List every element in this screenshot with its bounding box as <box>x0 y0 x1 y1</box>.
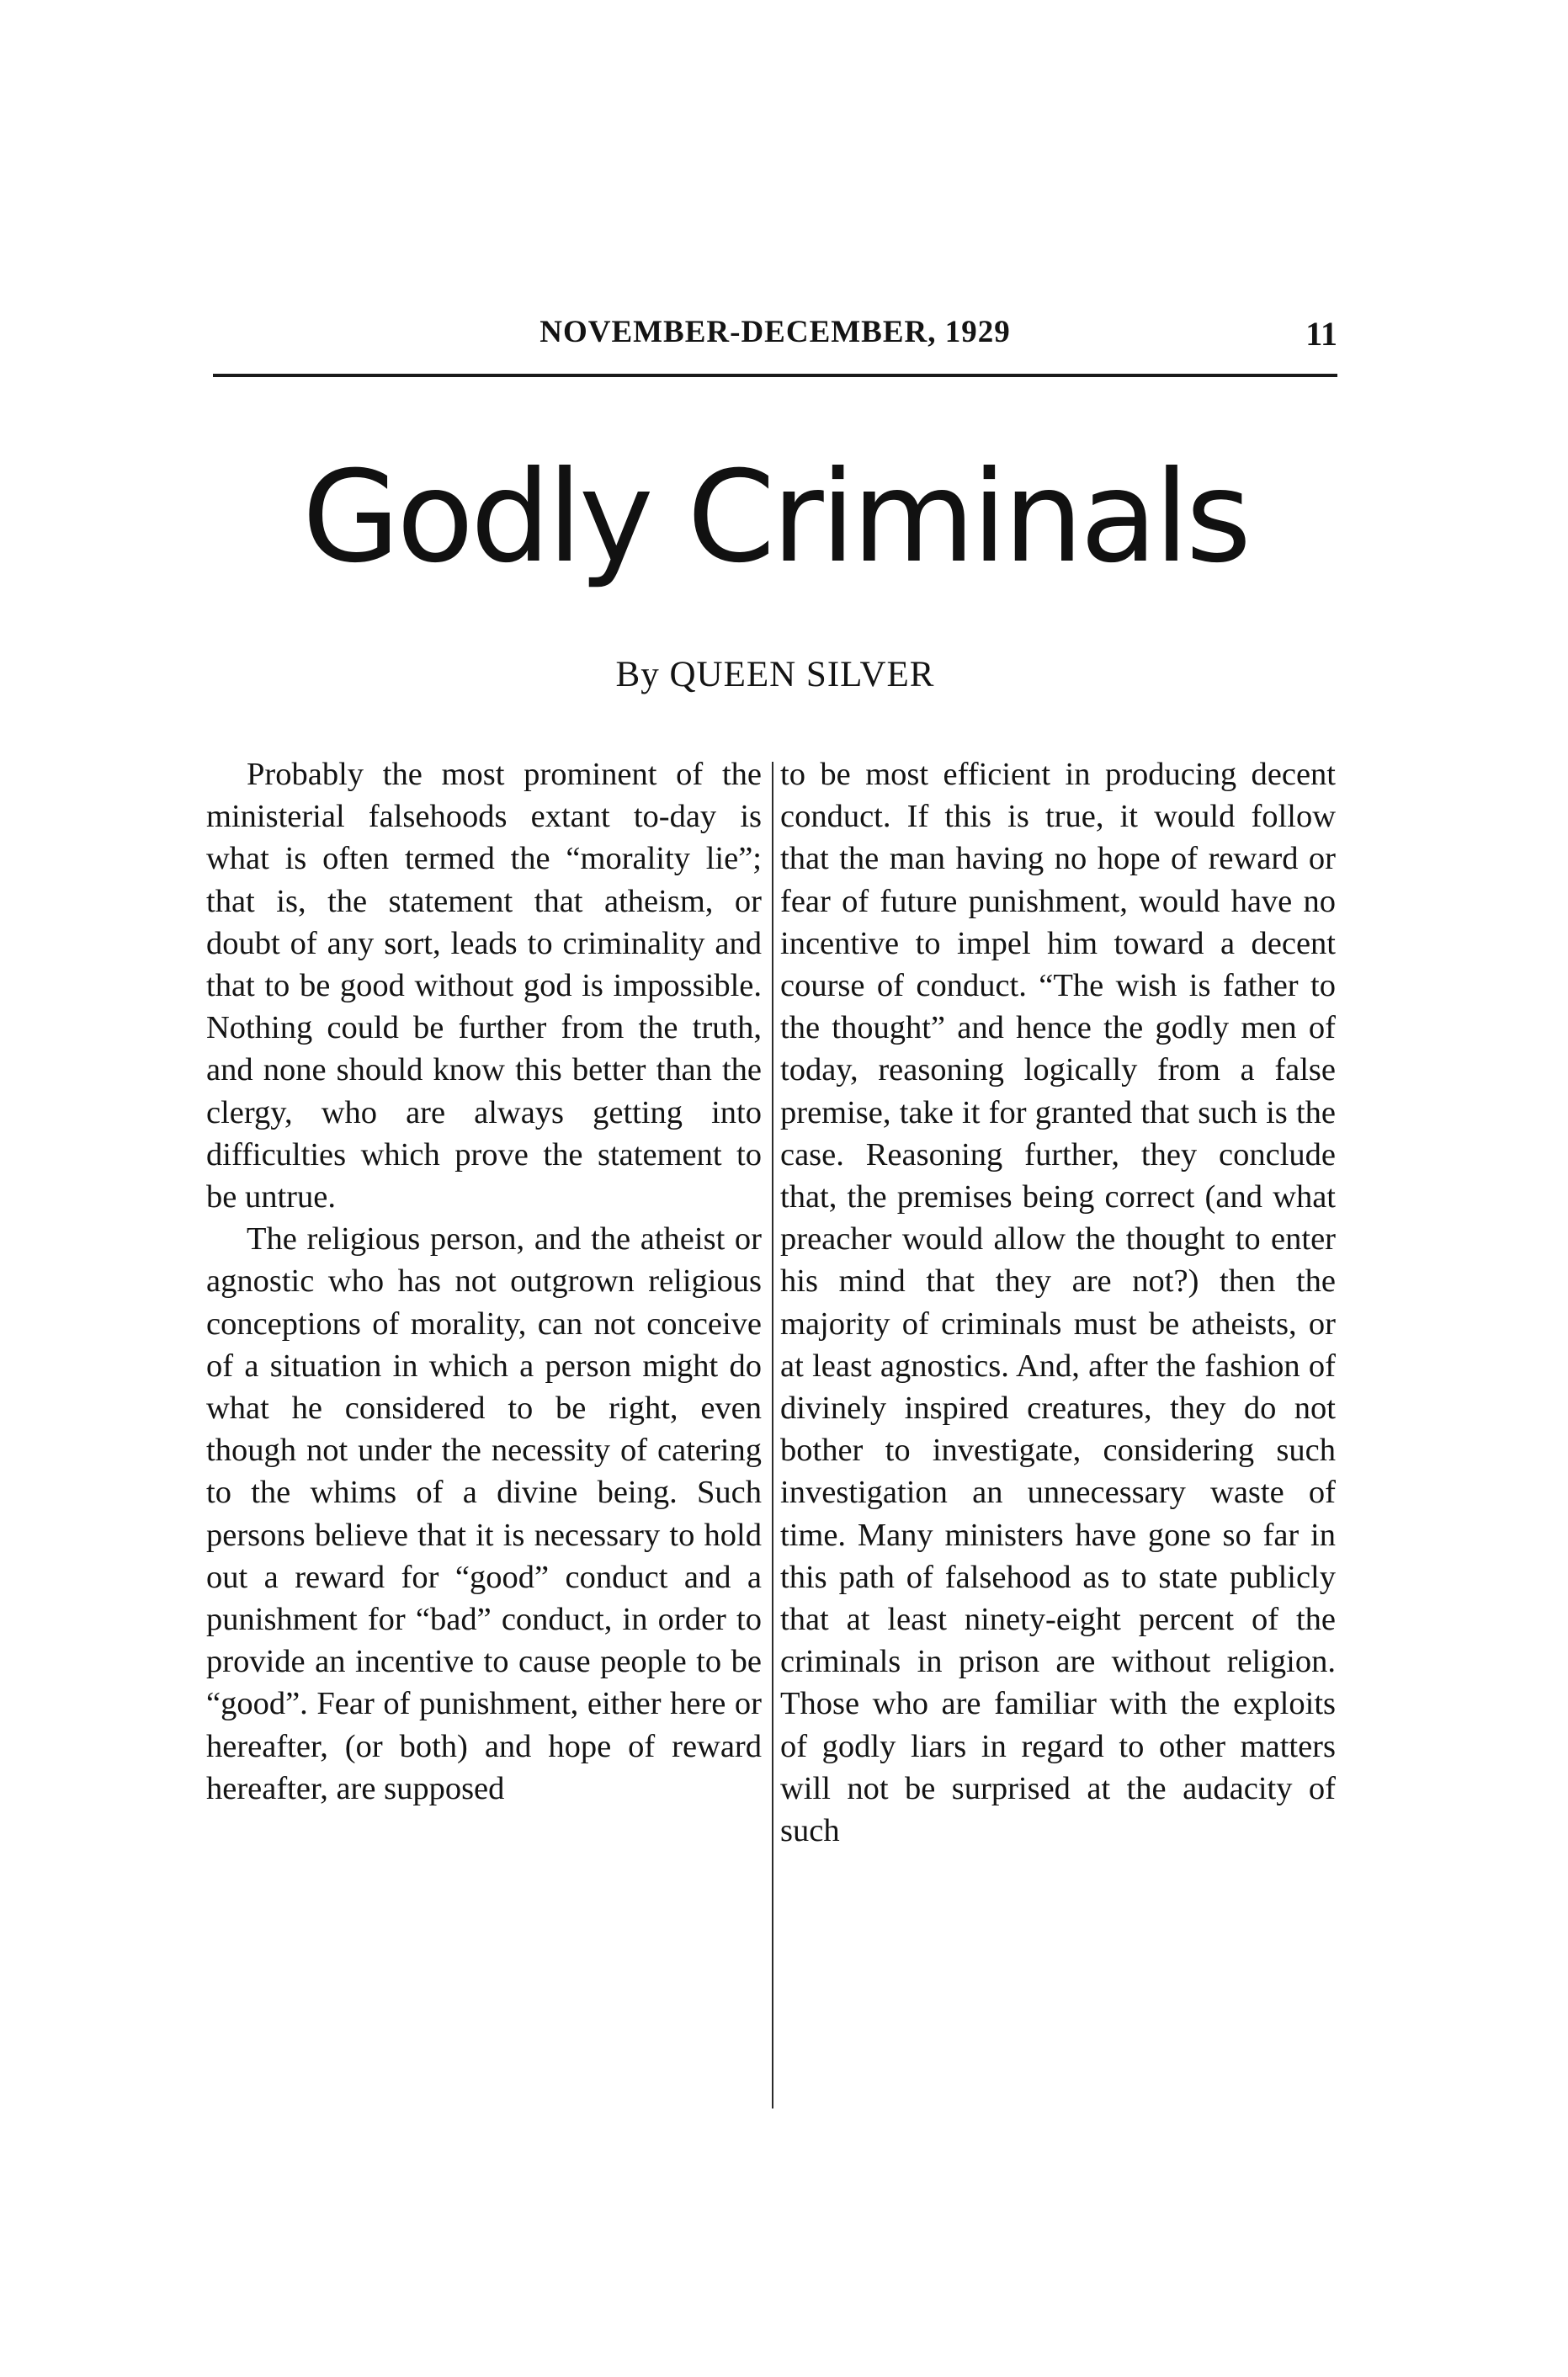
left-paragraph-1: Probably the most prominent of the ministerial falsehoods extant to-day is what is often termed the “morality lie”; that is, the statement that atheism, or doubt of any sort, leads to criminality and that to be good without god is impossible. Nothing could be further from the truth, and none should know this better than the clergy, who are always getting into difficulties which prove the statement to be untrue. <box>206 757 762 1215</box>
right-paragraph-1: to be most efficient in producing decent conduct. If this is true, it would follow that the man having no hope of reward or fear of future punishment, would have no incentive to impel him toward a decent course of conduct. “The wish is father to the thought” and hence the godly men of today, reasoning logically from a false premise, take it for granted that such is the case. Reasoning further, they conclude that, the premises being correct (and what preacher would allow the thought to enter his mind that they are not?) then the majority of criminals must be atheists, or at least agnostics. And, after the fashion of divinely inspired creatures, they do not bother to investigate, considering such investigation an unnecessary waste of time. Many ministers have gone so far in this path of falsehood as to state publicly that at least ninety-eight percent of the criminals in prison are without religion. Those who are familiar with the exploits of godly liars in regard to other matters will not be surprised at the audacity of such <box>780 757 1336 1849</box>
header-rule <box>213 374 1337 377</box>
page-number: 11 <box>1305 315 1337 353</box>
article-title: Godly Criminals <box>301 444 1249 591</box>
left-column <box>206 753 762 1810</box>
running-head <box>213 307 1337 366</box>
issue-date: NOVEMBER-DECEMBER, 1929 <box>539 315 1011 349</box>
left-paragraph-2: The religious person, and the atheist or agnostic who has not outgrown religious conceptions of morality, can not conceive of a situation in which a person might do what he considered to be right, even though not under the necessity of catering to the whims of a divine being. Such persons believe that it is necessary to hold out a reward for “good” conduct and a punishment for “bad” conduct, in order to provide an incentive to cause people to be “good”. Fear of punishment, either here or hereafter, (or both) and hope of reward hereafter, are supposed <box>206 1221 762 1806</box>
right-column <box>780 753 1336 1852</box>
column-divider <box>772 762 773 2108</box>
article-byline: By QUEEN SILVER <box>615 655 935 694</box>
